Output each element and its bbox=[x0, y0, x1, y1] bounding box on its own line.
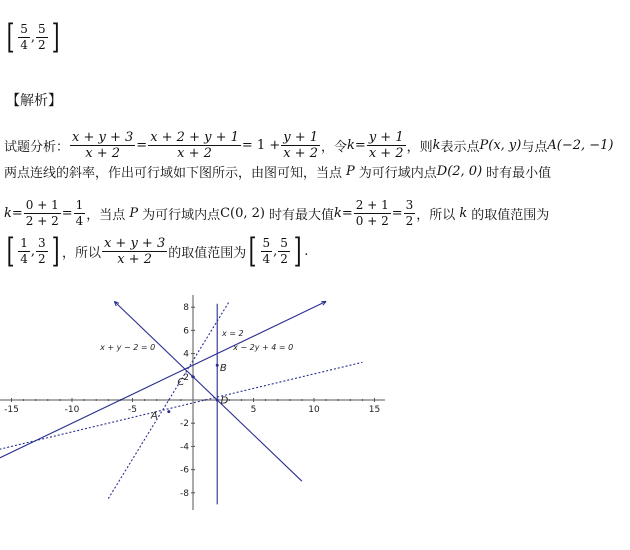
text: ，则 bbox=[406, 139, 433, 155]
y-tick-label: 4 bbox=[183, 349, 189, 360]
line-x-plus-y-minus-2 bbox=[114, 301, 302, 481]
variable-k: k bbox=[432, 137, 441, 153]
numerator: 5 bbox=[280, 235, 288, 250]
denominator: 2 bbox=[405, 213, 414, 228]
fraction bbox=[404, 198, 416, 229]
fraction bbox=[70, 130, 135, 161]
line-x-minus-2y-plus-4 bbox=[0, 301, 326, 458]
denominator: x + 2 bbox=[368, 145, 404, 161]
fraction bbox=[24, 198, 61, 229]
denominator: 2 bbox=[38, 251, 46, 266]
fraction bbox=[367, 130, 406, 161]
numerator: 5 bbox=[38, 21, 46, 36]
comma: , bbox=[30, 243, 36, 259]
text: 为可行域内点 bbox=[358, 165, 437, 181]
text: 时有最大值 bbox=[268, 207, 334, 223]
x-tick-label: -15 bbox=[4, 405, 19, 415]
point-p: P bbox=[346, 163, 355, 179]
text: ，令 bbox=[321, 139, 348, 155]
denominator: x + 2 bbox=[177, 145, 212, 161]
fraction bbox=[148, 130, 241, 161]
y-tick-label: 6 bbox=[183, 326, 189, 337]
numerator: 5 bbox=[262, 235, 271, 250]
denominator: 4 bbox=[262, 251, 271, 266]
label-line-2: x − 2y + 4 = 0 bbox=[233, 343, 294, 353]
x-tick-label: -5 bbox=[128, 405, 137, 415]
y-tick-label: -4 bbox=[180, 442, 189, 453]
label-line-3: x = 2 bbox=[222, 329, 244, 339]
denominator: x + 2 bbox=[117, 251, 152, 267]
x-tick-label: 10 bbox=[308, 405, 320, 415]
analysis-line-2 bbox=[4, 160, 551, 182]
denominator: 0 + 2 bbox=[355, 213, 389, 228]
numerator: 5 bbox=[20, 21, 28, 36]
numerator: 1 bbox=[75, 197, 84, 212]
numerator: 2 + 1 bbox=[355, 197, 389, 212]
y-tick-label: -2 bbox=[180, 419, 189, 430]
denominator: 4 bbox=[75, 213, 84, 228]
fraction bbox=[278, 236, 290, 267]
label-d: D bbox=[220, 395, 229, 407]
denominator: x + 2 bbox=[85, 145, 121, 161]
label-b: B bbox=[219, 363, 227, 374]
x-tick-label: 15 bbox=[368, 405, 381, 415]
y-tick-label: -8 bbox=[180, 488, 189, 499]
label-line-1: x + y − 2 = 0 bbox=[100, 343, 156, 353]
text: ，当点 bbox=[86, 207, 126, 223]
left-bracket: [ bbox=[6, 17, 15, 57]
label-c: C bbox=[177, 376, 185, 388]
fraction bbox=[102, 236, 167, 267]
right-bracket: ] bbox=[51, 231, 60, 271]
left-bracket: [ bbox=[248, 231, 257, 271]
numerator: x + 2 + y + 1 bbox=[150, 129, 239, 145]
feasible-region-graph bbox=[0, 290, 390, 515]
point-marker bbox=[192, 375, 195, 378]
section-title: 【解析】 bbox=[6, 93, 62, 109]
equals: = bbox=[136, 137, 148, 153]
variable-k: k bbox=[347, 137, 355, 153]
text: 为可行域内点 bbox=[142, 207, 221, 223]
period: . bbox=[304, 243, 309, 259]
equals: = bbox=[341, 205, 353, 221]
equals: = 1 + bbox=[241, 137, 281, 153]
denominator: 2 bbox=[38, 37, 46, 52]
point-p: P(x, y) bbox=[479, 137, 522, 153]
denominator: x + 2 bbox=[283, 145, 318, 161]
analysis-label: 试题分析： bbox=[4, 139, 70, 155]
answer-interval bbox=[4, 17, 62, 57]
analysis-line-3 bbox=[4, 196, 549, 230]
equals: = bbox=[354, 137, 366, 153]
y-tick-label: 8 bbox=[183, 303, 189, 314]
equals: = bbox=[391, 205, 403, 221]
numerator: 3 bbox=[38, 235, 46, 250]
numerator: 3 bbox=[405, 197, 414, 212]
answer-fraction-1 bbox=[18, 22, 30, 53]
point-d: D(2, 0) bbox=[436, 163, 483, 179]
text: 与点 bbox=[521, 139, 548, 155]
text: 两点连线的斜率，作出可行域如下图所示，由图可知，当点 bbox=[4, 165, 343, 181]
text: 时有最小值 bbox=[486, 165, 552, 181]
text: ，所以 bbox=[61, 245, 101, 261]
denominator: 2 bbox=[280, 251, 288, 266]
numerator: 0 + 1 bbox=[25, 197, 59, 212]
right-bracket: ] bbox=[51, 17, 60, 57]
x-tick-label: 5 bbox=[250, 405, 257, 415]
denominator: 4 bbox=[20, 251, 28, 266]
fraction bbox=[36, 236, 48, 267]
numerator: 1 bbox=[20, 235, 28, 250]
point-p: P bbox=[129, 205, 139, 221]
fraction bbox=[74, 198, 86, 229]
variable-k: k bbox=[459, 205, 468, 221]
right-bracket: ] bbox=[293, 231, 302, 271]
point-a: A(−2, −1) bbox=[547, 137, 614, 153]
comma: , bbox=[273, 243, 278, 259]
fraction bbox=[281, 130, 320, 161]
equals: = bbox=[11, 205, 23, 221]
y-tick-label: -6 bbox=[180, 465, 189, 476]
numerator: x + y + 3 bbox=[103, 235, 166, 251]
denominator: 2 + 2 bbox=[25, 213, 59, 228]
numerator: y + 1 bbox=[368, 129, 404, 145]
comma: , bbox=[30, 29, 36, 45]
point-marker bbox=[216, 364, 219, 367]
equals: = bbox=[61, 205, 73, 221]
variable-k: k bbox=[334, 205, 342, 221]
text: 的取值范围为 bbox=[471, 207, 550, 223]
fraction bbox=[354, 198, 391, 229]
point-marker bbox=[216, 399, 219, 402]
variable-k: k bbox=[4, 205, 12, 221]
point-marker bbox=[167, 410, 170, 413]
text: 的取值范围为 bbox=[168, 245, 247, 261]
analysis-line-4 bbox=[4, 231, 309, 271]
denominator: 4 bbox=[20, 37, 28, 52]
analysis-line-1 bbox=[4, 128, 614, 162]
left-bracket: [ bbox=[6, 231, 15, 271]
numerator: x + y + 3 bbox=[72, 129, 134, 145]
x-tick-label: -10 bbox=[64, 405, 80, 415]
fraction bbox=[261, 236, 273, 267]
label-a: A bbox=[150, 410, 158, 422]
point-c: C(0, 2) bbox=[220, 205, 265, 221]
y-tick-label: 2 bbox=[183, 372, 189, 383]
fraction bbox=[18, 236, 30, 267]
text: ，所以 bbox=[416, 207, 456, 223]
answer-fraction-2 bbox=[36, 22, 48, 53]
text: 表示点 bbox=[440, 139, 480, 155]
numerator: y + 1 bbox=[283, 129, 318, 145]
